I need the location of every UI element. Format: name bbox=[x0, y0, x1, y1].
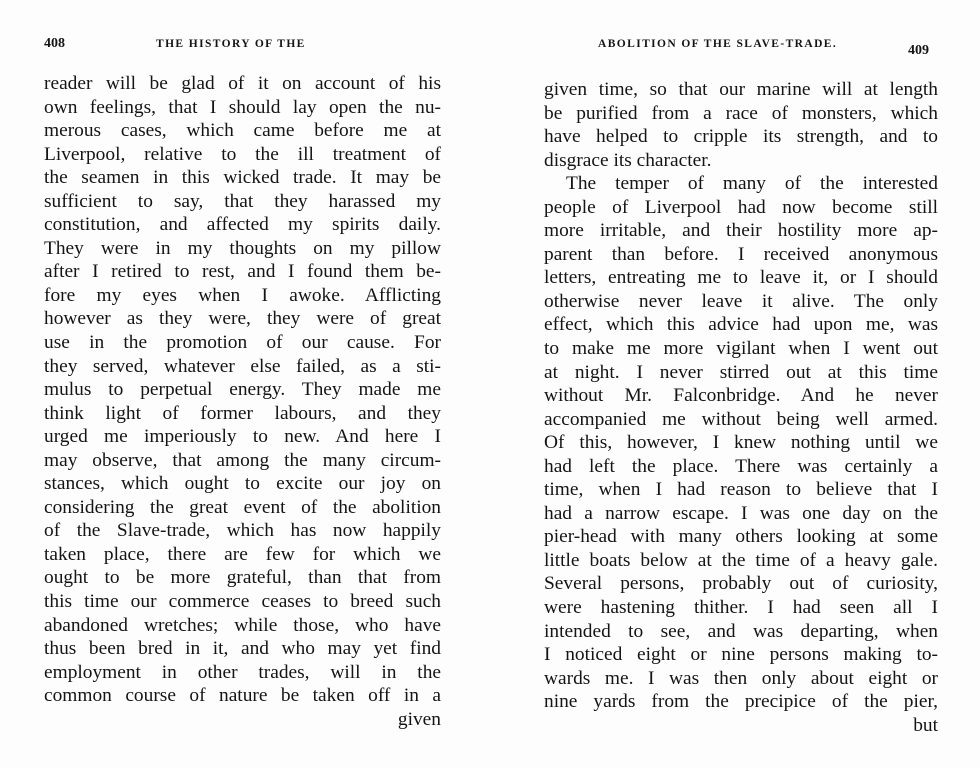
text-line: thus been bred in it, and who may yet find bbox=[44, 638, 441, 660]
text-line: disgrace its character. bbox=[544, 149, 712, 171]
body-text bbox=[44, 72, 441, 731]
text-line: Liverpool, relative to the ill treatment of bbox=[44, 143, 441, 165]
text-line: taken place, there are few for which we bbox=[44, 543, 441, 565]
text-line: urged me imperiously to new. And here I bbox=[44, 426, 441, 448]
text-line: wards me. I was then only about eight or bbox=[544, 667, 938, 689]
text-line: common course of nature be taken off in a bbox=[44, 685, 441, 707]
text-line: use in the promotion of our cause. For bbox=[44, 332, 441, 354]
text-line: otherwise never leave it alive. The only bbox=[544, 290, 938, 312]
text-line: constitution, and affected my spirits daily. bbox=[44, 214, 441, 236]
text-line: nine yards from the precipice of the pier, bbox=[544, 691, 938, 713]
text-line: at night. I never stirred out at this time bbox=[544, 361, 938, 383]
text-line: the seamen in this wicked trade. It may be bbox=[44, 167, 441, 189]
text-line: stances, which ought to excite our joy on bbox=[44, 473, 441, 495]
text-line: be purified from a race of monsters, which bbox=[544, 102, 938, 124]
text-line: abandoned wretches; while those, who have bbox=[44, 614, 441, 636]
text-line: however as they were, they were of great bbox=[44, 308, 441, 330]
running-head: THE HISTORY OF THE bbox=[156, 38, 306, 50]
text-line: I noticed eight or nine persons making to- bbox=[544, 644, 938, 666]
text-line: had left the place. There was certainly a bbox=[544, 455, 938, 477]
body-text bbox=[544, 72, 938, 737]
text-line: to make me more vigilant when I went out bbox=[544, 338, 938, 360]
right-page bbox=[490, 0, 980, 768]
text-line: mulus to perpetual energy. They made me bbox=[44, 379, 441, 401]
text-line: pier-head with many others looking at some bbox=[544, 526, 938, 548]
text-line: more irritable, and their hostility more ap- bbox=[544, 220, 938, 242]
text-line: They were in my thoughts on my pillow bbox=[44, 237, 441, 259]
text-line: own feelings, that I should lay open the nu- bbox=[44, 96, 441, 118]
text-line: of the Slave-trade, which has now happily bbox=[44, 520, 441, 542]
text-line: Several persons, probably out of curiosity, bbox=[544, 573, 938, 595]
text-line: time, when I had reason to believe that I bbox=[544, 479, 938, 501]
text-line: considering the great event of the abolition bbox=[44, 496, 441, 518]
text-line: without Mr. Falconbridge. And he never bbox=[544, 385, 938, 407]
text-line: little boats below at the time of a heavy gale. bbox=[544, 549, 938, 571]
text-line: think light of former labours, and they bbox=[44, 402, 441, 424]
text-line: ought to be more grateful, than that from bbox=[44, 567, 441, 589]
running-head: ABOLITION OF THE SLAVE-TRADE. bbox=[598, 38, 838, 50]
text-line: fore my eyes when I awoke. Afflicting bbox=[44, 284, 441, 306]
text-line: parent than before. I received anonymous bbox=[544, 243, 938, 265]
text-line: merous cases, which came before me at bbox=[44, 120, 441, 142]
text-line: letters, entreating me to leave it, or I should bbox=[544, 267, 938, 289]
text-line: intended to see, and was departing, when bbox=[544, 620, 938, 642]
text-line: people of Liverpool had now become still bbox=[544, 196, 938, 218]
text-line: reader will be glad of it on account of his bbox=[44, 73, 441, 94]
text-line: Of this, however, I knew nothing until we bbox=[544, 432, 938, 454]
text-line: they served, whatever else failed, as a sti- bbox=[44, 355, 441, 377]
text-line: employment in other trades, will in the bbox=[44, 661, 441, 683]
text-line: have helped to cripple its strength, and to bbox=[544, 126, 938, 148]
text-line: may observe, that among the many circum- bbox=[44, 449, 441, 471]
text-line: had a narrow escape. I was one day on the bbox=[544, 502, 938, 524]
text-line: effect, which this advice had upon me, was bbox=[544, 314, 938, 336]
catchword: but bbox=[913, 714, 938, 736]
text-line: were hastening thither. I had seen all I bbox=[544, 597, 938, 619]
text-line: after I retired to rest, and I found them be- bbox=[44, 261, 441, 283]
text-line: sufficient to say, that they harassed my bbox=[44, 190, 441, 212]
page-number: 409 bbox=[908, 43, 929, 58]
page-number: 408 bbox=[44, 36, 65, 51]
text-line: accompanied me without being well armed. bbox=[544, 408, 938, 430]
text-line: this time our commerce ceases to breed such bbox=[44, 591, 441, 613]
text-line: The temper of many of the interested bbox=[566, 173, 938, 195]
text-line: given time, so that our marine will at length bbox=[544, 79, 938, 100]
catchword: given bbox=[397, 708, 441, 730]
